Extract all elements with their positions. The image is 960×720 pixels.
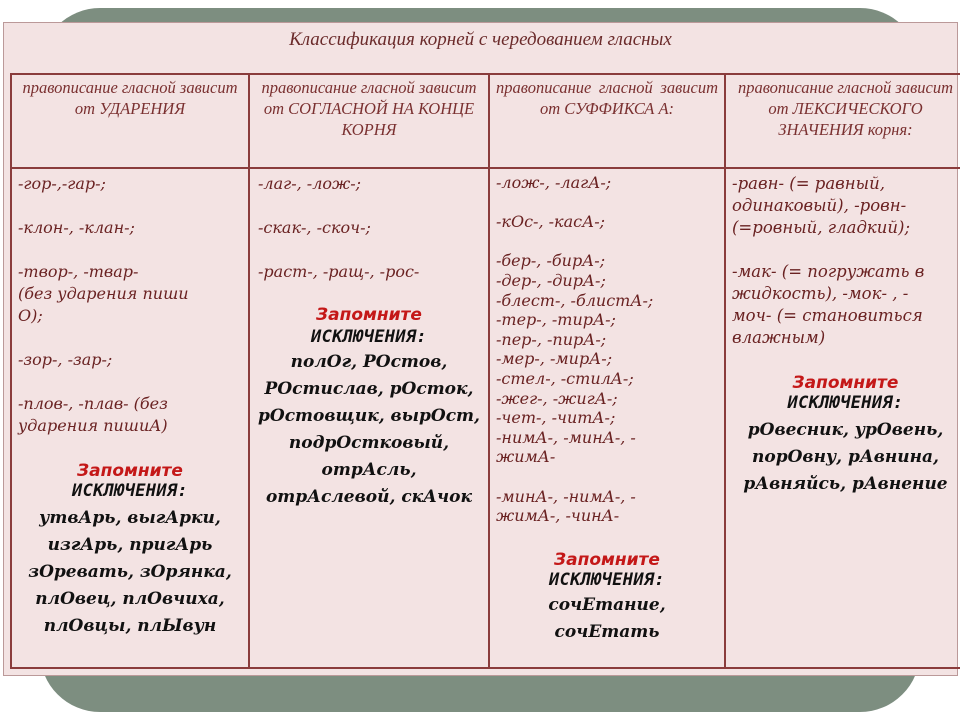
exceptions-label: ИСКЛЮЧЕНИЯ: [72, 481, 188, 501]
header-row [11, 74, 960, 168]
remember-label: Запомните [77, 461, 183, 481]
column-stress [11, 168, 249, 668]
exceptions-label: ИСКЛЮЧЕНИЯ: [311, 327, 427, 347]
page-title: Классификация корней с чередованием гласных [289, 29, 672, 50]
header-meaning: правописание гласной зависит от ЛЕКСИЧЕСКОГО ЗНАЧЕНИЯ корня: [725, 74, 960, 168]
exceptions-list: рОвесник, урОвень, порОвну, рАвнина, рАвняйсь, рАвнение [743, 420, 948, 494]
roots-list: -равн- (= равный, одинаковый), -ровн- (=ровный, гладкий); -мак- (= погружать в жидкость), -мок- , - моч- (= становиться влажным) [732, 174, 925, 347]
classification-table [10, 73, 960, 669]
column-meaning [725, 168, 960, 668]
column-suffix [489, 168, 725, 668]
column-consonant [249, 168, 489, 668]
header-stress: правописание гласной зависит от УДАРЕНИЯ [11, 74, 249, 168]
remember-label: Запомните [554, 549, 660, 570]
roots-list: -гор-,-гар-; -клон-, -клан-; -твор-, -твар- (без ударения пиши О); -зор-, -зар-; -плов-, -плав- (без ударения пишиА) [18, 174, 189, 435]
header-suffix: правописание гласной зависит от СУФФИКСА А: [489, 74, 725, 168]
exceptions-list: утвАрь, выгАрки, изгАрь, пригАрь зОревать, зОрянка, плОвец, плОвчиха, плОвцы, плЫвун [28, 508, 232, 636]
roots-list: -лож-, -лагА-; -кОс-, -касА-; -бер-, -бирА-; -дер-, -дирА-; -блест-, -блистА-; -тер-, -тирА-; -пер-, -пирА-; -мер-, -мирА-; -стел-, -стилА-; -жег-, -жигА-; -чет-, -читА-; -нимА-, -минА-, - жимА- -минА-, -нимА-, - жимА-, -чинА- [496, 173, 654, 526]
header-consonant: правописание гласной зависит от СОГЛАСНОЙ НА КОНЦЕ КОРНЯ [249, 74, 489, 168]
exceptions-list: полОг, РОстов, РОстислав, рОсток, рОстовщик, вырОст, подрОстковый, отрАсль, отрАслевой, скАчок [258, 352, 480, 507]
table-sheet [3, 22, 958, 676]
remember-label: Запомните [316, 305, 422, 325]
remember-label: Запомните [792, 373, 899, 393]
roots-list: -лаг-, -лож-; -скак-, -скоч-; -раст-, -ращ-, -рос- [258, 174, 420, 281]
content-row [11, 168, 960, 668]
exceptions-label: ИСКЛЮЧЕНИЯ: [787, 393, 904, 413]
exceptions-list: сочЕтание, сочЕтать [548, 594, 666, 642]
exceptions-label: ИСКЛЮЧЕНИЯ: [549, 569, 665, 590]
